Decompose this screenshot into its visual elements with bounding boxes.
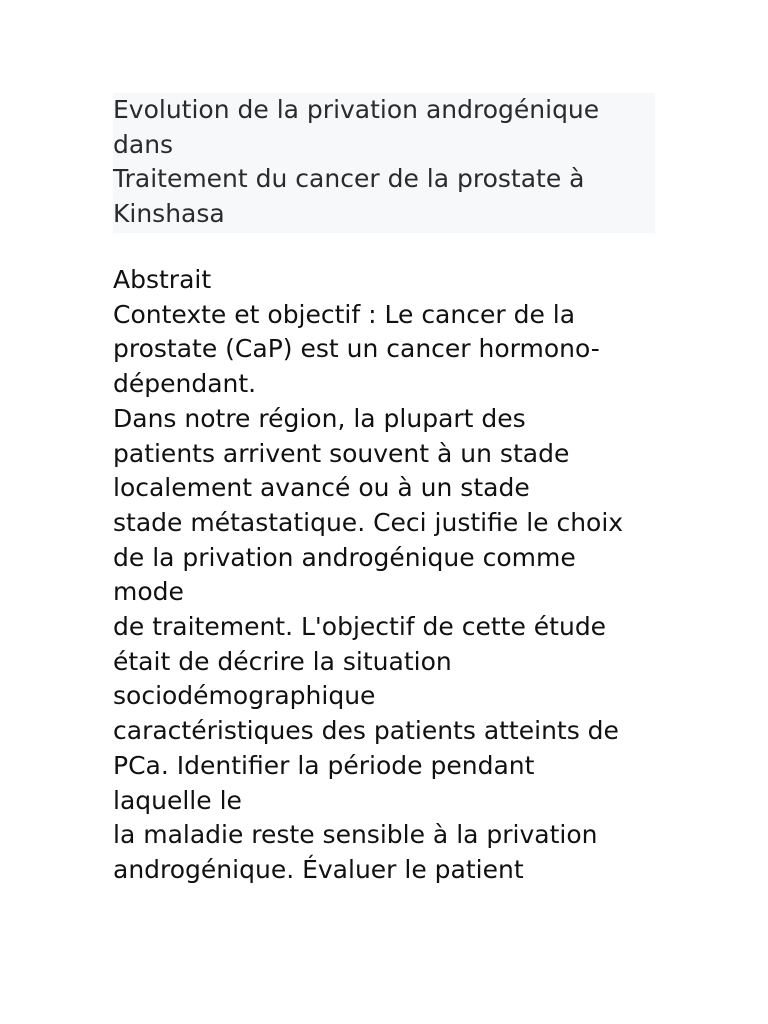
body-line: androgénique. Évaluer le patient [113,854,524,884]
body-line: caractéristiques des patients atteints de [113,716,619,746]
document-body [113,263,655,888]
body-line: mode [113,577,184,607]
body-line: la maladie reste sensible à la privation [113,820,598,850]
title-line: Kinshasa [113,199,225,229]
body-line: dépendant. [113,369,257,399]
title-line: Traitement du cancer de la prostate à [113,164,585,194]
body-line: stade métastatique. Ceci justifie le choix [113,507,624,537]
body-line: PCa. Identifier la période pendant [113,750,535,780]
body-line: Contexte et objectif : Le cancer de la [113,299,576,329]
body-line: localement avancé ou à un stade [113,473,530,503]
title-line: Evolution de la privation androgénique [113,95,600,124]
body-line: de traitement. L'objectif de cette étude [113,612,607,642]
body-line: laquelle le [113,785,242,815]
document-title [113,93,655,233]
body-line: Dans notre région, la plupart des [113,403,526,433]
body-line: sociodémographique [113,681,376,711]
body-line: de la privation androgénique comme [113,542,576,572]
document-page [113,93,655,888]
body-line: était de décrire la situation [113,646,452,676]
title-line: dans [113,129,174,159]
body-line: patients arrivent souvent à un stade [113,438,570,468]
section-heading-abstract: Abstrait [113,265,212,294]
body-line: prostate (CaP) est un cancer hormono- [113,334,600,364]
